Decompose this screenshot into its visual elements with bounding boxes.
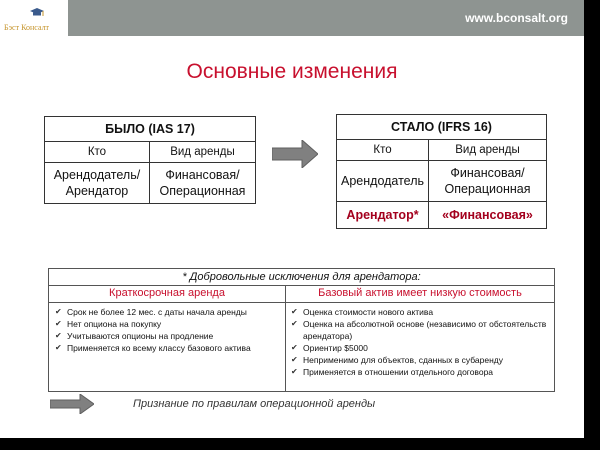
check-icon: ✔	[291, 319, 298, 328]
logo	[0, 0, 68, 36]
before-table	[44, 116, 256, 204]
before-col-type: Вид аренды	[149, 142, 255, 163]
after-cell-lessee: Арендатор*	[337, 202, 429, 229]
after-cell-lessor: Арендодатель	[337, 161, 429, 202]
check-icon: ✔	[55, 343, 62, 352]
check-icon: ✔	[55, 319, 62, 328]
after-heading: СТАЛО (IFRS 16)	[337, 115, 547, 140]
after-col-who: Кто	[337, 140, 429, 161]
list-item: ✔ Оценка стоимости нового актива	[291, 307, 434, 317]
right-arrow-small-icon	[50, 394, 94, 414]
graduation-cap-icon	[30, 8, 44, 18]
column-divider	[285, 285, 286, 391]
list-item: ✔ Нет опциона на покупку	[55, 319, 162, 329]
check-icon: ✔	[291, 307, 298, 316]
after-cell-lessee-type: «Финансовая»	[429, 202, 547, 229]
list-item: ✔ Применяется в отношении отдельного договора	[291, 367, 494, 377]
operating-lease-note: Признание по правилам операционной аренды	[133, 398, 376, 410]
before-cell-who: Арендодатель/ Арендатор	[45, 163, 150, 204]
logo-text: Бэст Консалт	[4, 23, 50, 32]
exceptions-box	[48, 268, 555, 392]
check-icon: ✔	[291, 355, 298, 364]
short-term-list	[55, 306, 281, 354]
list-item: ✔ Ориентир $5000	[291, 343, 368, 353]
list-item: ✔ Неприменимо для объектов, сданных в субаренду	[291, 355, 503, 365]
exceptions-title: * Добровольные исключения для арендатора:	[49, 269, 554, 286]
page-title: Основные изменения	[186, 60, 398, 83]
list-item: ✔ Срок не более 12 мес. с даты начала аренды	[55, 307, 247, 317]
after-cell-lessor-type: Финансовая/ Операционная	[429, 161, 547, 202]
low-value-heading: Базовый актив имеет низкую стоимость	[286, 285, 554, 303]
low-value-list	[291, 306, 547, 378]
check-icon: ✔	[291, 343, 298, 352]
short-term-heading: Краткосрочная аренда	[49, 285, 285, 303]
check-icon: ✔	[55, 331, 62, 340]
check-icon: ✔	[55, 307, 62, 316]
window-edge	[584, 0, 600, 450]
list-item: ✔ Применяется ко всему классу базового актива	[55, 343, 251, 353]
list-item: ✔ Оценка на абсолютной основе (независимо от обстоятельств арендатора)	[291, 319, 547, 341]
check-icon: ✔	[291, 367, 298, 376]
after-col-type: Вид аренды	[429, 140, 547, 161]
site-url[interactable]: www.bconsalt.org	[465, 11, 568, 25]
before-col-who: Кто	[45, 142, 150, 163]
list-item: ✔ Учитываются опционы на продление	[55, 331, 214, 341]
before-heading: БЫЛО (IAS 17)	[45, 117, 256, 142]
right-arrow-icon	[272, 140, 318, 168]
header-bar	[0, 0, 584, 36]
after-table	[336, 114, 547, 229]
before-cell-type: Финансовая/ Операционная	[149, 163, 255, 204]
